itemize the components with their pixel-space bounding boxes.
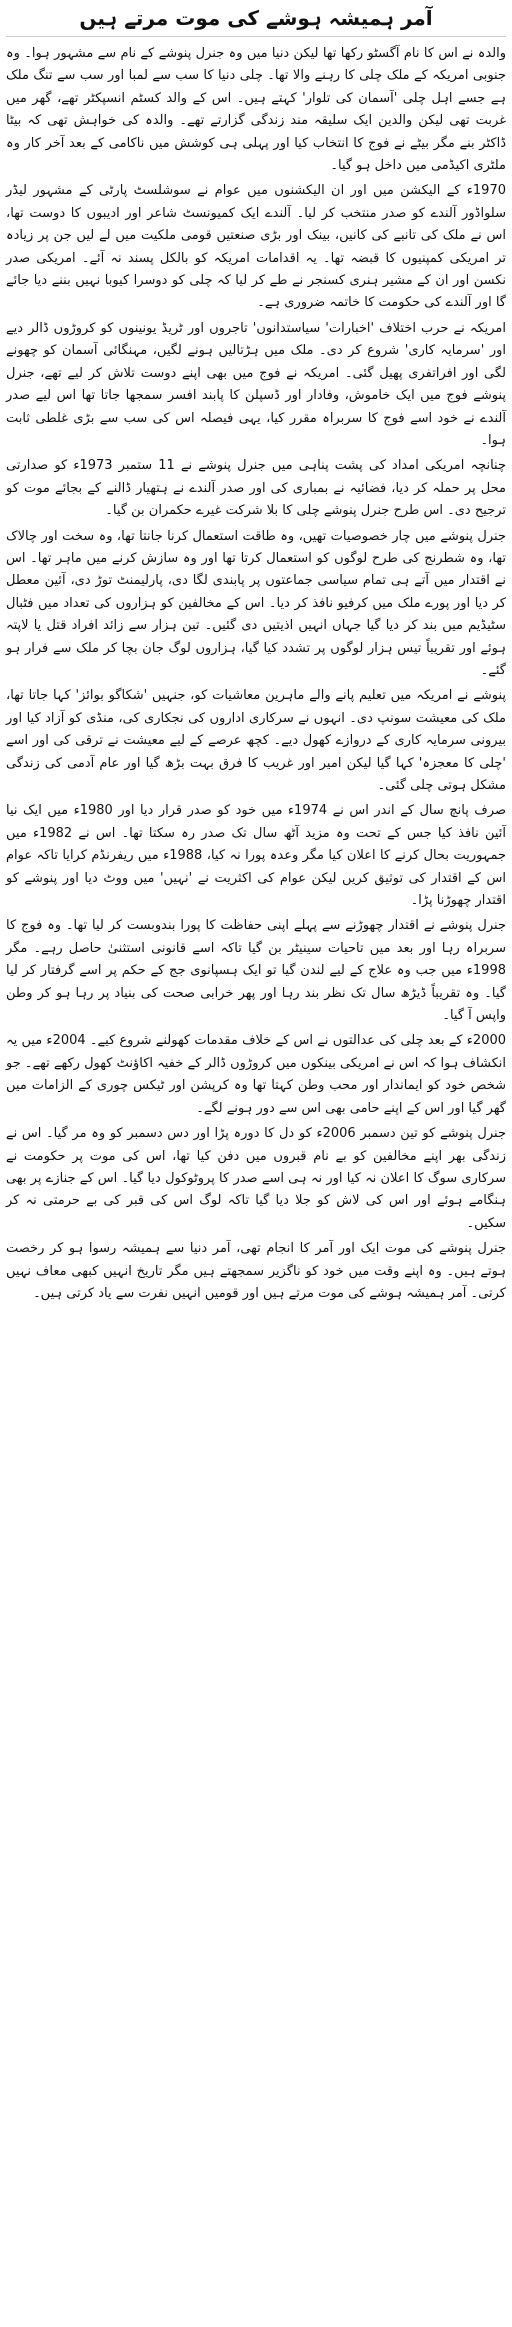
article-paragraph: والدہ نے اس کا نام آگسٹو رکھا تھا لیکن دنیا میں وہ جنرل پنوشے کے نام سے مشہور ہوا۔ وہ جنوبی امریکہ کے ملک چلی کا رہنے والا تھا۔ چلی دنیا کا سب سے لمبا اور سب سے تنگ ملک ہے جسے اہل چلی 'آسمان کی تلوار' کہتے ہیں۔ اس کے والد کسٹم انسپکٹر تھے، گھر میں غربت تھی لیکن والدین ایک سلیقہ مند زندگی گزارتے تھے۔ والدہ کی خواہش تھی کہ بیٹا ڈاکٹر بنے مگر بیٹے نے فوج کا انتخاب کیا اور پہلی ہی کوشش میں ناکامی کے بعد آخر کار وہ ملٹری اکیڈمی میں داخل ہو گیا۔	[6, 46, 506, 174]
article-paragraph: جنرل پنوشے کو تین دسمبر 2006ء کو دل کا دورہ پڑا اور دس دسمبر کو وہ مر گیا۔ اس نے زندگی بھر اپنے مخالفین کو بے نام قبروں میں دفن کیا تھا، اس کی موت پر حکومت نے سرکاری سوگ کا اعلان نہ کیا اور نہ ہی اسے صدر کا پروٹوکول دیا گیا۔ اس کے جنازے پر بھی ہنگامے ہوئے اور اس کی لاش کو جلا دیا گیا تاکہ لوگ اس کی قبر کی بے حرمتی نہ کر سکیں۔	[6, 1126, 506, 1231]
article-headline: آمر ہمیشہ ہوشے کی موت مرتے ہیں	[6, 4, 506, 37]
article-paragraph: پنوشے نے امریکہ میں تعلیم پانے والے ماہرین معاشیات کو، جنہیں 'شکاگو بوائز' کہا جاتا تھا، ملک کی معیشت سونپ دی۔ انہوں نے سرکاری اداروں کی نجکاری کی، منڈی کو آزاد کیا اور بیرونی سرمایہ کاری کے دروازے کھول دیے۔ کچھ عرصے کے لیے معیشت نے ترقی کی اور اسے 'چلی کا معجزہ' کہا گیا لیکن امیر اور غریب کا فرق بہت بڑھ گیا اور عام آدمی کی زندگی مشکل ہوتی چلی گئی۔	[6, 688, 506, 793]
article-paragraph: جنرل پنوشے کی موت ایک اور آمر کا انجام تھی، آمر دنیا سے ہمیشہ رسوا ہو کر رخصت ہوتے ہیں۔ وہ اپنے وقت میں خود کو ناگزیر سمجھتے ہیں مگر تاریخ انہیں کبھی معاف نہیں کرتی۔ آمر ہمیشہ ہوشے کی موت مرتے ہیں اور قومیں انہیں نفرت سے یاد کرتی ہیں۔	[6, 1241, 506, 1301]
article-paragraph: چنانچہ امریکی امداد کی پشت پناہی میں جنرل پنوشے نے 11 ستمبر 1973ء کو صدارتی محل پر حملہ کر دیا، فضائیہ نے بمباری کی اور صدر آلندے نے ہتھیار ڈالنے کے بجائے موت کو ترجیح دی۔ اس طرح جنرل پنوشے چلی کا بلا شرکت غیرے حکمران بن گیا۔	[6, 458, 506, 519]
article-paragraph: امریکہ نے حرب اختلاف 'اخبارات' سیاستدانوں' تاجروں اور ٹریڈ یونینوں کو کروڑوں ڈالر دیے اور 'سرمایہ کاری' شروع کر دی۔ ملک میں ہڑتالیں ہونے لگیں، مہنگائی آسمان کو چھونے لگی اور افراتفری پھیل گئی۔ امریکہ نے فوج میں بھی اپنے دوست تلاش کر لیے تھے، جنرل پنوشے فوج میں ایک خاموش، وفادار اور ڈسپلن کا پابند افسر سمجھا جاتا تھا اس لیے صدر آلندے نے خود اسے فوج کا سربراہ مقرر کیا، یہی فیصلہ اس کی سب سے بڑی غلطی ثابت ہوا۔	[6, 320, 506, 448]
article-paragraph: صرف پانچ سال کے اندر اس نے 1974ء میں خود کو صدر قرار دیا اور 1980ء میں ایک نیا آئین نافذ کیا جس کے تحت وہ مزید آٹھ سال تک صدر رہ سکتا تھا۔ اس نے 1982ء میں جمہوریت بحال کرنے کا اعلان کیا مگر وعدہ پورا نہ کیا، 1988ء میں ریفرنڈم کرایا تاکہ عوام اس کے اقتدار کی توثیق کریں لیکن عوام کی اکثریت نے 'نہیں' میں ووٹ دیا اور پنوشے کو اقتدار چھوڑنا پڑا۔	[6, 803, 507, 909]
article-paragraph: جنرل پنوشے میں چار خصوصیات تھیں، وہ طاقت استعمال کرنا جانتا تھا، وہ سخت اور چالاک تھا، وہ شطرنج کی طرح لوگوں کو استعمال کرتا تھا اور وہ سازش کرنے میں ماہر تھا۔ اس نے اقتدار میں آتے ہی تمام سیاسی جماعتوں پر پابندی لگا دی، پارلیمنٹ توڑ دی، آئین معطل کر دیا اور پورے ملک میں کرفیو نافذ کر دیا۔ اس کے مخالفین کو ہزاروں کی تعداد میں فٹبال سٹیڈیم میں بند کر دیا گیا جہاں انہیں اذیتیں دی گئیں۔ تین ہزار سے زائد افراد قتل یا لاپتہ ہوئے اور تقریباً تیس ہزار لوگوں پر تشدد کیا گیا، ہزاروں لوگ جان بچا کر ملک سے فرار ہو گئے۔	[6, 528, 506, 678]
article-paragraph: 2000ء کے بعد چلی کی عدالتوں نے اس کے خلاف مقدمات کھولنے شروع کیے۔ 2004ء میں یہ انکشاف ہوا کہ اس نے امریکی بینکوں میں کروڑوں ڈالر کے خفیہ اکاؤنٹ کھول رکھے تھے۔ جو شخص خود کو ایماندار اور محب وطن کہتا تھا وہ کرپشن اور ٹیکس چوری کے الزامات میں گھر گیا اور اس کے اپنے حامی بھی اس سے دور ہونے لگے۔	[6, 1033, 507, 1116]
article-body	[6, 43, 506, 1305]
article-paragraph: جنرل پنوشے نے اقتدار چھوڑنے سے پہلے اپنی حفاظت کا پورا بندوبست کر لیا تھا۔ وہ فوج کا سربراہ رہا اور بعد میں تاحیات سینیٹر بن گیا تاکہ اسے قانونی استثنیٰ حاصل رہے۔ مگر 1998ء میں جب وہ علاج کے لیے لندن گیا تو ایک ہسپانوی جج کے حکم پر اسے گرفتار کر لیا گیا۔ وہ تقریباً ڈیڑھ سال تک نظر بند رہا اور پھر خرابی صحت کی بنیاد پر رہا ہو کر وطن واپس آ گیا۔	[6, 918, 506, 1024]
article-paragraph: 1970ء کے الیکشن میں اور ان الیکشنوں میں عوام نے سوشلسٹ پارٹی کے مشہور لیڈر سلواڈور آلندے کو صدر منتخب کر لیا۔ آلندے ایک کمیونسٹ شاعر اور ادیبوں کا دوست تھا، اس نے ملک کی تانبے کی کانیں، بینک اور بڑی صنعتیں قومی ملکیت میں لے لیں جن پر زیادہ تر امریکی کمپنیوں کا قبضہ تھا۔ یہ اقدامات امریکہ کو بالکل پسند نہ آئے۔ امریکی صدر نکسن اور ان کے مشیر ہنری کسنجر نے طے کر لیا کہ چلی کو دوسرا کیوبا نہیں بننے دیا جائے گا اور آلندے کی حکومت کا خاتمہ ضروری ہے۔	[6, 183, 507, 311]
